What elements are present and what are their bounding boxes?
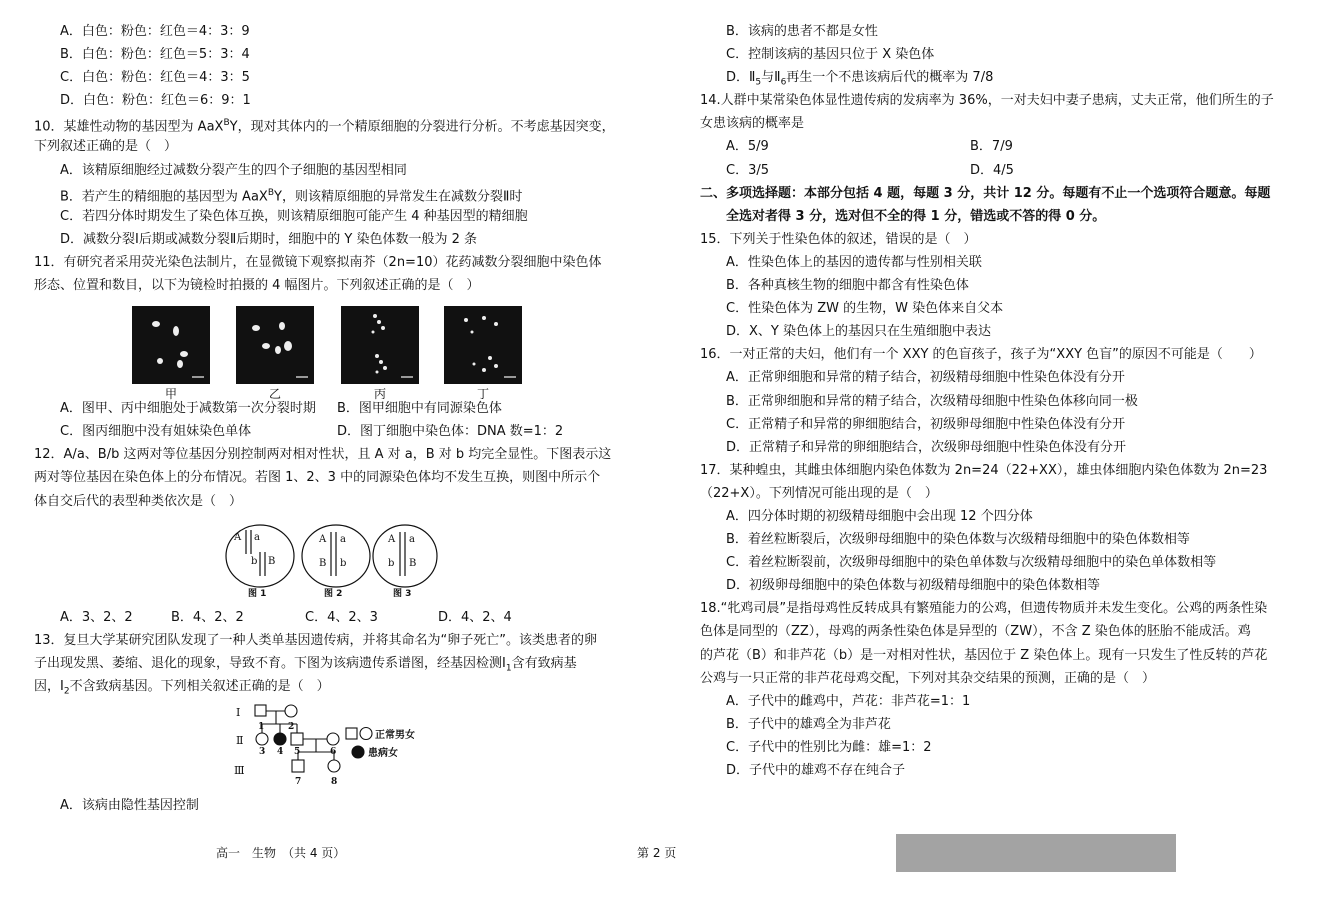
- q13-stem3-text: 因，Ⅰ: [34, 678, 64, 694]
- q17-stem-line1: 17．某种蝗虫，其雌虫体细胞内染色体数为 2n=24（22+XX），雄虫体细胞内染色体数为 2n=23: [700, 462, 1268, 478]
- q14-options-row1: [700, 135, 1292, 158]
- label-1: 1: [258, 722, 265, 732]
- q18-stem-line4: 公鸡与一只正常的非芦花母鸡交配，下列对其杂交结果的预测，正确的是（ ）: [700, 670, 1156, 686]
- q12-option-d: D．4、2、4: [438, 609, 512, 625]
- q10-stem-text-end: Y，现对其体内的一个精原细胞的分裂进行分析。不考虑基因突变，: [229, 119, 615, 135]
- q17-option-d: D．初级卵母细胞中的染色体数与初级精母细胞中的染色体数相等: [726, 578, 1101, 594]
- q12-stem-line2: 两对等位基因在染色体上的分布情况。若图 1、2、3 中的同源染色体均不发生互换，则图中所示个: [34, 470, 601, 486]
- q18-option-a: A．子代中的雌鸡中，芦花：非芦花=1：1: [726, 693, 971, 709]
- q10-option-b-superscript: B: [267, 187, 275, 198]
- q15-stem: 15．下列关于性染色体的叙述，错误的是（ ）: [700, 231, 977, 247]
- q15-option-d: D．X、Y 染色体上的基因只在生殖细胞中表达: [726, 324, 991, 340]
- q11-micrographs: [132, 306, 522, 402]
- individual-2: [285, 705, 297, 717]
- q18-stem-line1: 18.“牝鸡司晨”是指母鸡性反转成具有繁殖能力的公鸡，但遗传物质并未发生变化。公鸡的两条性染: [700, 601, 1268, 617]
- cell1-gene-A: A: [234, 532, 242, 543]
- individual-5: [291, 733, 303, 745]
- q13-stem2-subscript: 1: [505, 663, 512, 674]
- q18-option-d: D．子代中的雄鸡不存在纯合子: [726, 763, 906, 778]
- q16-option-d: D．正常精子和异常的卵细胞结合，次级卵母细胞中性染色体没有分开: [726, 439, 1127, 455]
- right-column: [700, 20, 1292, 782]
- label-3: 3: [259, 747, 266, 757]
- q13-stem-line1: 13．复旦大学某研究团队发现了一种人类单基因遗传病，并将其命名为“卵子死亡”。该类患者的卵: [34, 632, 598, 648]
- q10-option-a: A．该精原细胞经过减数分裂产生的四个子细胞的基因型相同: [60, 162, 407, 178]
- micrograph-ding: [444, 306, 522, 384]
- footer-subject: 高一 生物 （共 4 页）: [216, 846, 346, 860]
- q10-option-b: [34, 182, 626, 205]
- cell1-gene-b: b: [251, 556, 258, 567]
- fig-label-2: 图 2: [324, 589, 343, 598]
- q17-option-c: C．着丝粒断裂前，次级卵母细胞中的染色单体数与次级精母细胞中的染色单体数相等: [726, 555, 1217, 571]
- micrograph-label-jia: 甲: [164, 387, 177, 401]
- q12-option-a: A．3、2、2: [60, 609, 133, 625]
- legend-normal-male: [346, 728, 357, 739]
- q12-cell-diagrams: [220, 524, 440, 598]
- q13-stem-line2: [34, 652, 626, 675]
- individual-4: [274, 733, 286, 745]
- left-column: [34, 20, 626, 817]
- individual-1: [255, 705, 266, 716]
- q13-option-d-sub2: 6: [780, 77, 787, 88]
- q14-stem-line1: 14.人群中某常染色体显性遗传病的发病率为 36%，一对夫妇中妻子患病，丈夫正常，他们所生的子: [700, 93, 1274, 109]
- cell3-gene-b: b: [388, 558, 395, 569]
- section2-heading-line2: 全选对者得 3 分，选对但不全的得 1 分，错选或不答的得 0 分。: [726, 208, 1106, 224]
- fig-label-3: 图 3: [393, 589, 412, 598]
- cell2-gene-B: B: [319, 558, 327, 569]
- q13-stem3-subscript: 2: [63, 686, 70, 697]
- q14-stem-line2: 女患该病的概率是: [700, 116, 805, 132]
- q13-option-c: C．控制该病的基因只位于 X 染色体: [726, 47, 935, 63]
- individual-3: [256, 733, 268, 745]
- q16-option-c: C．正常精子和异常的卵细胞结合，初级卵母细胞中性染色体没有分开: [726, 416, 1126, 432]
- q13-stem-line3: [34, 675, 626, 698]
- q13-option-d-text: D．Ⅱ: [726, 70, 756, 86]
- q13-option-d: [700, 66, 1292, 89]
- footer-page-number: 第 2 页: [637, 846, 677, 860]
- cell3-gene-A: A: [388, 534, 396, 545]
- q13-stem2-text: 子出现发黑、萎缩、退化的现象，导致不育。下图为该病遗传系谱图，经基因检测Ⅰ: [34, 655, 506, 671]
- legend-normal-female: [360, 728, 372, 740]
- q10-option-b-text: B．若产生的精细胞的基因型为 AaX: [60, 188, 268, 204]
- q13-option-b: B．该病的患者不都是女性: [726, 24, 878, 39]
- q9-option-c: C．白色：粉色：红色＝4：3：5: [60, 70, 250, 86]
- section2-heading-line1: 二、多项选择题：本部分包括 4 题，每题 3 分，共计 12 分。每题有不止一个选项符合题意。每题: [700, 185, 1271, 201]
- q16-option-a: A．正常卵细胞和异常的精子结合，初级精母细胞中性染色体没有分开: [726, 370, 1125, 386]
- q12-stem-line3: 体自交后代的表型种类依次是（ ）: [34, 493, 243, 509]
- q9-option-d: D．白色：粉色：红色＝6：9：1: [60, 93, 251, 109]
- q10-stem-line2: 下列叙述正确的是（ ）: [34, 139, 178, 155]
- q18-option-b: B．子代中的雄鸡全为非芦花: [726, 716, 891, 732]
- q10-stem-line1: [34, 112, 626, 135]
- micrograph-yi-chromosomes: [236, 306, 314, 384]
- q18-stem-line2: 色体是同型的（ZZ），母鸡的两条性染色体是异型的（ZW），不含 Z 染色体的胚胎不能成活。鸡: [700, 624, 1251, 640]
- legend-affected-female: [352, 746, 364, 758]
- q16-stem: 16．一对正常的夫妇，他们有一个 XXY 的色盲孩子，孩子为“XXY 色盲”的原因不可能是（ ）: [700, 347, 1262, 363]
- q10-option-c: C．若四分体时期发生了染色体互换，则该精原细胞可能产生 4 种基因型的精细胞: [60, 208, 528, 224]
- q11-option-a: A．图甲、丙中细胞处于减数第一次分裂时期: [60, 401, 316, 417]
- q17-option-b: B．着丝粒断裂后，次级卵母细胞中的染色体数与次级精母细胞中的染色体数相等: [726, 532, 1190, 548]
- fig-label-1: 图 1: [248, 589, 267, 598]
- q16-option-b: B．正常卵细胞和异常的精子结合，次级精母细胞中性染色体移向同一极: [726, 393, 1138, 409]
- q13-stem2-text-end: 含有致病基: [511, 655, 577, 671]
- q12-options: [34, 606, 626, 629]
- gen-label-2: Ⅱ: [236, 734, 244, 747]
- label-5: 5: [294, 747, 301, 757]
- q14-option-c: C．3/5: [726, 162, 769, 178]
- micrograph-yi: [236, 306, 314, 384]
- cell3-gene-B: B: [409, 558, 417, 569]
- q11-stem-line1: 11．有研究者采用荧光染色法制片，在显微镜下观察拟南芥（2n=10）花药减数分裂细胞中染色体: [34, 254, 602, 270]
- q14-option-b: B．7/9: [970, 139, 1013, 155]
- cell1-gene-a: a: [254, 532, 260, 543]
- q11-option-b: B．图甲细胞中有同源染色体: [337, 401, 502, 417]
- q12-option-c: C．4、2、3: [305, 609, 378, 625]
- q14-options-row2: [700, 159, 1292, 182]
- q17-option-a: A．四分体时期的初级精母细胞中会出现 12 个四分体: [726, 508, 1033, 524]
- q15-option-b: B．各种真核生物的细胞中都含有性染色体: [726, 278, 969, 294]
- q10-superscript: B: [223, 118, 230, 129]
- micrograph-label-yi: 乙: [268, 387, 281, 401]
- legend-normal-label: 正常男女: [375, 730, 415, 741]
- gen-label-1: Ⅰ: [236, 706, 241, 719]
- gray-redaction-box: [896, 834, 1176, 872]
- label-8: 8: [331, 777, 338, 787]
- q11-option-d: D．图丁细胞中染色体：DNA 数=1：2: [337, 424, 564, 440]
- cell3-gene-a: a: [409, 534, 415, 545]
- micrograph-label-bing: 丙: [373, 387, 386, 401]
- q10-stem-text: 10．某雄性动物的基因型为 AaX: [34, 119, 224, 135]
- q13-option-d-sub1: 5: [755, 77, 762, 88]
- q12-option-b: B．4、2、2: [171, 609, 244, 625]
- gen-label-3: Ⅲ: [234, 764, 245, 777]
- q15-option-c: C．性染色体为 ZW 的生物，W 染色体来自父本: [726, 301, 1004, 317]
- q15-option-a: A．性染色体上的基因的遗传都与性别相关联: [726, 254, 982, 270]
- label-7: 7: [295, 777, 302, 787]
- q9-option-a: A．白色：粉色：红色＝4：3：9: [60, 24, 250, 39]
- q11-stem-line2: 形态、位置和数目，以下为镜检时拍摄的 4 幅图片。下列叙述正确的是（ ）: [34, 278, 480, 294]
- cell2-gene-A: A: [319, 534, 327, 545]
- micrograph-bing: [341, 306, 419, 384]
- micrograph-jia: [132, 306, 210, 384]
- q13-option-a: A．该病由隐性基因控制: [60, 797, 199, 813]
- q18-stem-line3: 的芦花（B）和非芦花（b）是一对相对性状，基因位于 Z 染色体上。现有一只发生了性反转的芦花: [700, 647, 1268, 663]
- q9-option-b: B．白色：粉色：红色＝5：3：4: [60, 47, 250, 63]
- q12-stem-line1: 12．A/a、B/b 这两对等位基因分别控制两对相对性状，且 A 对 a，B 对 b 均完全显性。下图表示这: [34, 447, 612, 463]
- q14-option-d: D．4/5: [970, 162, 1014, 178]
- q13-option-d-end: 再生一个不患该病后代的概率为 7/8: [786, 70, 994, 86]
- micrograph-label-ding: 丁: [476, 387, 489, 401]
- individual-7: [292, 760, 304, 772]
- cell2-gene-a: a: [340, 534, 346, 545]
- label-2: 2: [288, 722, 295, 732]
- q14-option-a: A．5/9: [726, 139, 769, 155]
- individual-6: [327, 733, 339, 745]
- q13-option-d-mid: 与Ⅱ: [761, 70, 781, 86]
- q17-stem-line2: （22+X）。下列情况可能出现的是（ ）: [700, 485, 938, 501]
- micrograph-jia-chromosomes: [132, 306, 210, 384]
- q13-pedigree-chart: [232, 702, 432, 792]
- q13-stem3-text-end: 不含致病基因。下列相关叙述正确的是（ ）: [69, 678, 330, 694]
- micrograph-bing-chromosomes: [341, 306, 419, 384]
- q10-option-d: D．减数分裂Ⅰ后期或减数分裂Ⅱ后期时，细胞中的 Y 染色体数一般为 2 条: [60, 231, 477, 247]
- q11-option-c: C．图丙细胞中没有姐妹染色单体: [60, 424, 252, 440]
- cell2-gene-b: b: [340, 558, 347, 569]
- label-4: 4: [277, 747, 284, 757]
- cell1-gene-B: B: [268, 556, 276, 567]
- individual-8: [328, 760, 340, 772]
- q11-options-row2: [34, 420, 626, 443]
- q10-option-b-text-end: Y，则该精原细胞的异常发生在减数分裂Ⅱ时: [274, 188, 523, 204]
- q18-option-c: C．子代中的性别比为雌：雄=1：2: [726, 739, 932, 755]
- label-6: 6: [330, 747, 337, 757]
- micrograph-ding-chromosomes: [444, 306, 522, 384]
- legend-affected-label: 患病女: [368, 748, 398, 759]
